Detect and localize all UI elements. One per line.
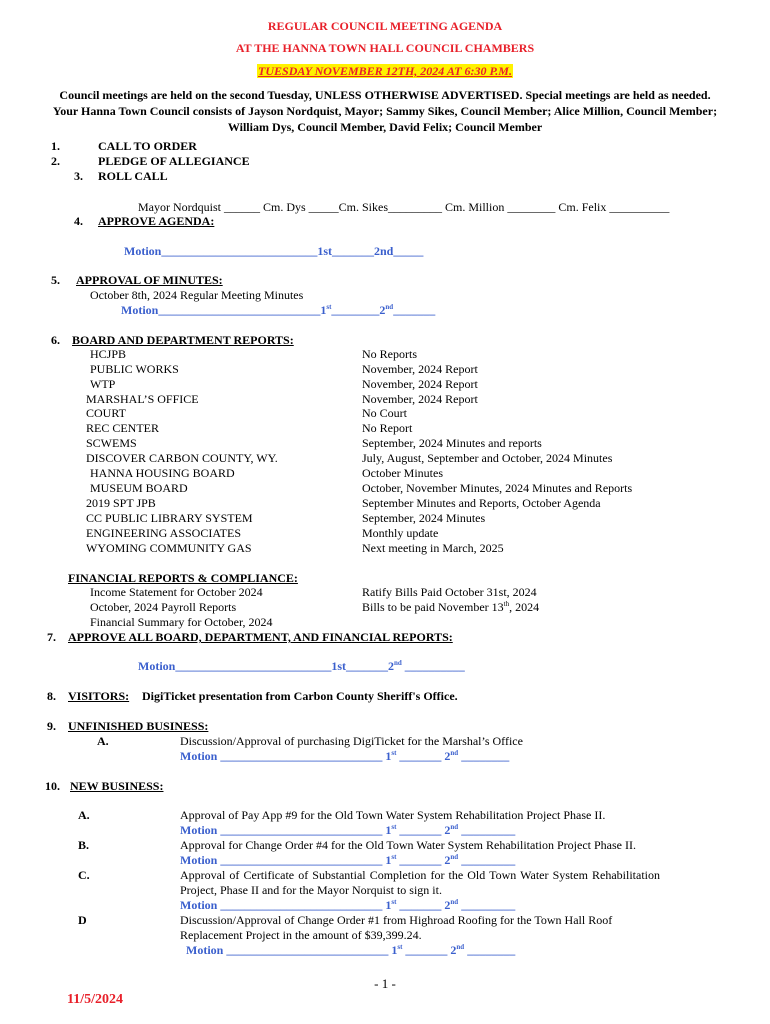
new-business-a-letter: A. — [78, 808, 90, 822]
meeting-date-line — [0, 64, 770, 79]
item-5-label: APPROVAL OF MINUTES: — [76, 273, 223, 287]
new-business-b-text: Approval for Change Order #4 for the Old Town Water System Rehabilitation Project Phase II. — [180, 838, 636, 852]
new-business-c-text: Approval of Certificate of Substantial Completion for the Old Town Water System Rehabilitation Project, Phase II and for the Mayor Norquist to sign it. — [180, 868, 660, 897]
report-name: WTP — [90, 377, 116, 391]
financial-ratify-bills: Ratify Bills Paid October 31st, 2024 — [362, 585, 537, 599]
report-status: July, August, September and October, 2024 Minutes — [362, 451, 613, 465]
report-status: September, 2024 Minutes and reports — [362, 436, 542, 450]
new-business-c-letter: C. — [78, 868, 90, 882]
item-7-number: 7. — [47, 630, 56, 644]
footer-date: 11/5/2024 — [67, 992, 124, 1007]
item-3-number: 3. — [74, 169, 83, 183]
item-7-label: APPROVE ALL BOARD, DEPARTMENT, AND FINANCIAL REPORTS: — [68, 630, 453, 644]
report-status: September Minutes and Reports, October Agenda — [362, 496, 601, 510]
report-status: November, 2024 Report — [362, 392, 478, 406]
intro-paragraph: Council meetings are held on the second Tuesday, UNLESS OTHERWISE ADVERTISED. Special meetings are held as needed. Your Hanna Town Council consists of Jayson Nordquist, Mayor; Sammy Sikes, Council Member; Alice Million, Council Member; William Dys, Council Member, David Felix; Council Member — [52, 88, 718, 134]
new-business-a-text: Approval of Pay App #9 for the Old Town Water System Rehabilitation Project Phase II. — [180, 808, 606, 822]
new-business-b-letter: B. — [78, 838, 90, 852]
item-2-number: 2. — [51, 154, 60, 168]
agenda-location: AT THE HANNA TOWN HALL COUNCIL CHAMBERS — [235, 41, 535, 55]
item-4-motion: Motion__________________________1st_______2nd_____ — [124, 244, 424, 258]
meeting-date-highlight: TUESDAY NOVEMBER 12TH, 2024 AT 6:30 P.M. — [258, 64, 512, 78]
financial-payroll: October, 2024 Payroll Reports — [90, 600, 237, 614]
report-name: HANNA HOUSING BOARD — [90, 466, 235, 480]
item-5-number: 5. — [51, 273, 60, 287]
report-status: No Court — [362, 406, 407, 420]
item-1-number: 1. — [51, 139, 60, 153]
item-3-label: ROLL CALL — [98, 169, 168, 183]
item-7-motion: Motion__________________________1st_______2nd __________ — [138, 659, 465, 673]
report-name: COURT — [86, 406, 126, 420]
item-10-label: NEW BUSINESS: — [70, 779, 164, 793]
financial-heading: FINANCIAL REPORTS & COMPLIANCE: — [68, 571, 298, 585]
report-status: No Reports — [362, 347, 417, 361]
item-6-number: 6. — [51, 333, 60, 347]
item-8-number: 8. — [47, 689, 56, 703]
new-business-b-motion: Motion ___________________________ 1st _______ 2nd _________ — [180, 853, 516, 867]
report-name: CC PUBLIC LIBRARY SYSTEM — [86, 511, 253, 525]
report-status: Monthly update — [362, 526, 439, 540]
financial-income-statement: Income Statement for October 2024 — [90, 585, 263, 599]
financial-bills-to-pay: Bills to be paid November 13th, 2024 — [362, 600, 540, 614]
report-name: HCJPB — [90, 347, 127, 361]
item-8-label: VISITORS: — [68, 689, 130, 703]
new-business-d-letter: D — [78, 913, 87, 927]
report-name: ENGINEERING ASSOCIATES — [86, 526, 242, 540]
report-status: November, 2024 Report — [362, 377, 478, 391]
report-status: No Report — [362, 421, 413, 435]
item-4-label: APPROVE AGENDA: — [98, 214, 215, 228]
new-business-d-motion: Motion ___________________________ 1st _______ 2nd ________ — [186, 943, 516, 957]
new-business-d-text: Discussion/Approval of Change Order #1 from Highroad Roofing for the Town Hall Roof Replacement Project in the amount of $39,399.24. — [180, 913, 613, 942]
report-status: September, 2024 Minutes — [362, 511, 486, 525]
item-1-label: CALL TO ORDER — [98, 139, 197, 153]
new-business-a-motion: Motion ___________________________ 1st _______ 2nd _________ — [180, 823, 516, 837]
item-9-number: 9. — [47, 719, 56, 733]
new-business-c-motion: Motion ___________________________ 1st _______ 2nd _________ — [180, 898, 516, 912]
agenda-title: REGULAR COUNCIL MEETING AGENDA — [267, 19, 503, 33]
item-5-motion: Motion___________________________1st________2nd_______ — [121, 303, 436, 317]
report-name: WYOMING COMMUNITY GAS — [86, 541, 252, 555]
item-9a-text: Discussion/Approval of purchasing DigiTicket for the Marshal’s Office — [180, 734, 523, 748]
item-4-number: 4. — [74, 214, 83, 228]
report-status: October Minutes — [362, 466, 443, 480]
roll-call-line: Mayor Nordquist ______ Cm. Dys _____Cm. Sikes_________ Cm. Million ________ Cm. Felix __________ — [138, 200, 670, 214]
item-9a-motion: Motion ___________________________ 1st _______ 2nd ________ — [180, 749, 510, 763]
report-name: REC CENTER — [86, 421, 160, 435]
item-9-label: UNFINISHED BUSINESS: — [68, 719, 209, 733]
financial-summary: Financial Summary for October, 2024 — [90, 615, 273, 629]
report-status: Next meeting in March, 2025 — [362, 541, 504, 555]
report-name: MARSHAL’S OFFICE — [86, 392, 199, 406]
report-status: November, 2024 Report — [362, 362, 478, 376]
item-6-label: BOARD AND DEPARTMENT REPORTS: — [72, 333, 294, 347]
report-status: October, November Minutes, 2024 Minutes and Reports — [362, 481, 633, 495]
report-name: MUSEUM BOARD — [90, 481, 188, 495]
item-8-text: DigiTicket presentation from Carbon County Sheriff's Office. — [142, 689, 458, 703]
item-5-minutes: October 8th, 2024 Regular Meeting Minutes — [90, 288, 304, 302]
report-name: 2019 SPT JPB — [86, 496, 156, 510]
item-9a-letter: A. — [97, 734, 109, 748]
item-2-label: PLEDGE OF ALLEGIANCE — [98, 154, 250, 168]
item-10-number: 10. — [45, 779, 60, 793]
report-name: SCWEMS — [86, 436, 137, 450]
report-name: PUBLIC WORKS — [90, 362, 179, 376]
report-name: DISCOVER CARBON COUNTY, WY. — [86, 451, 278, 465]
page-number: - 1 - — [374, 976, 396, 991]
